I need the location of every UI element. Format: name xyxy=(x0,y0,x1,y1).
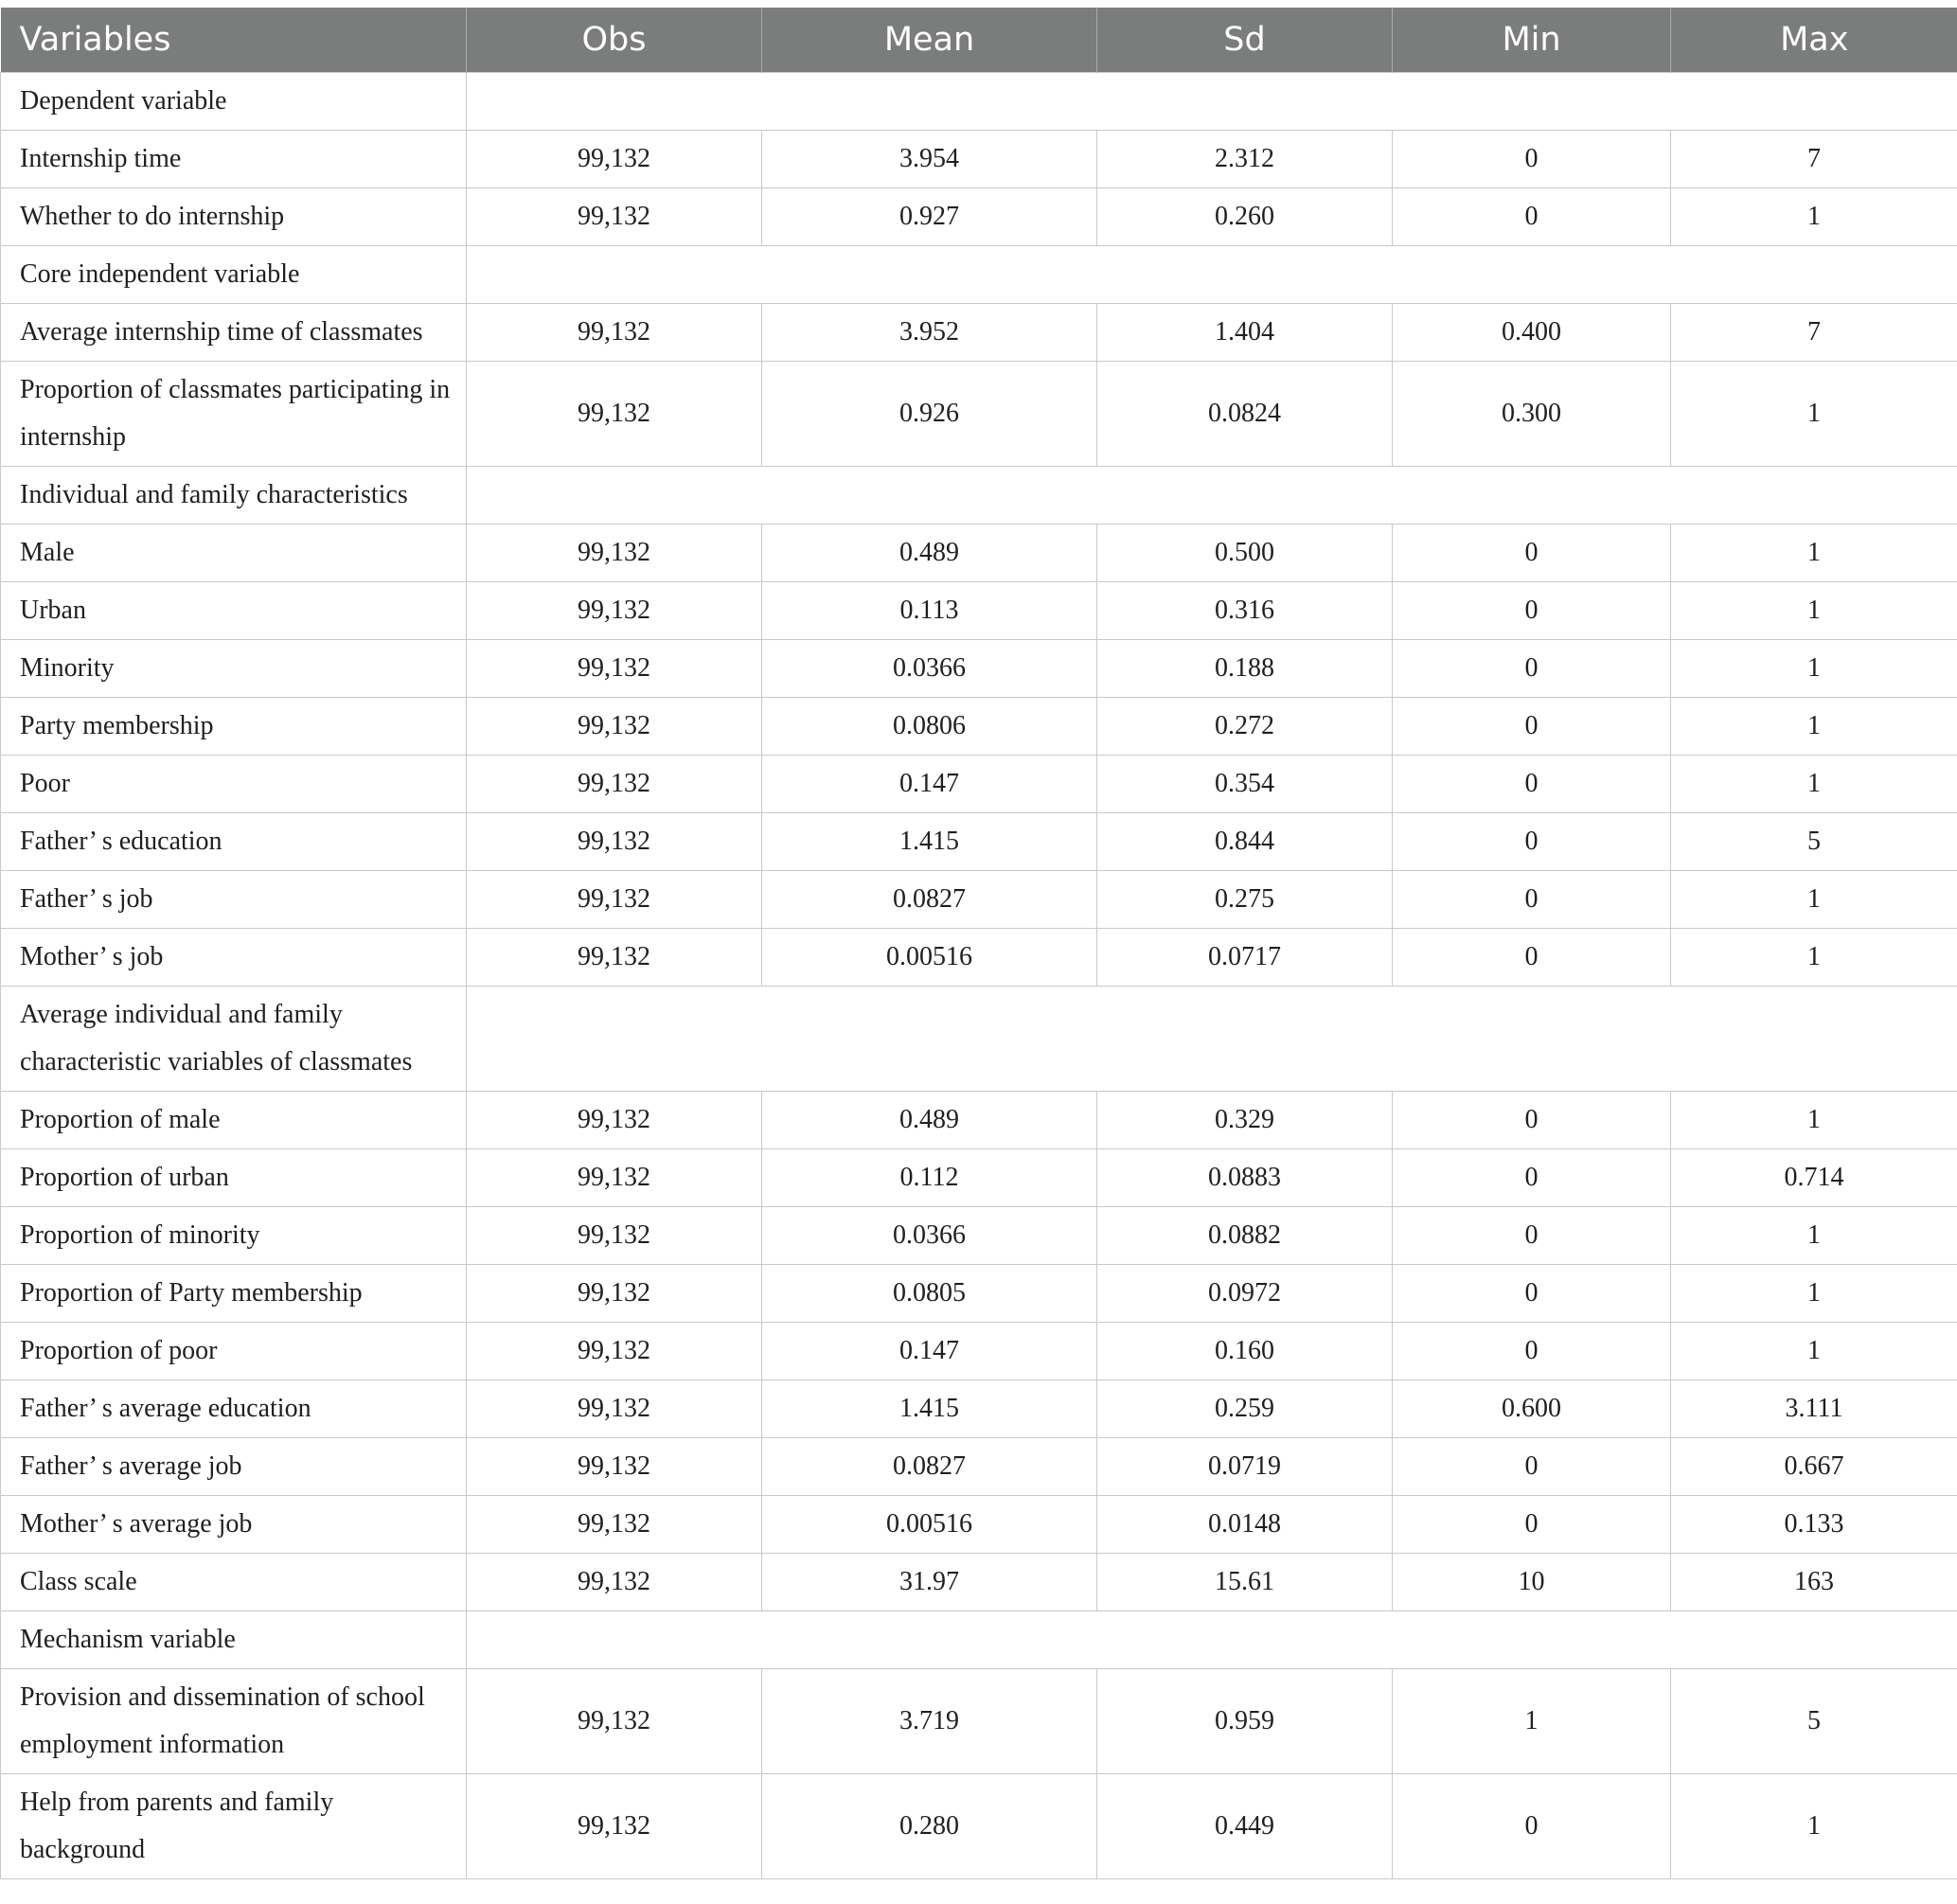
table-row xyxy=(1,1669,1957,1774)
obs-cell: 99,132 xyxy=(467,1554,762,1611)
section-header-row xyxy=(1,1611,1957,1669)
max-cell: 3.111 xyxy=(1671,1380,1957,1438)
max-cell: 5 xyxy=(1671,813,1957,871)
min-cell: 0 xyxy=(1393,188,1671,246)
sd-cell: 0.160 xyxy=(1097,1323,1393,1380)
variable-name: Father’ s job xyxy=(1,871,467,929)
obs-cell: 99,132 xyxy=(467,304,762,362)
sd-cell: 0.275 xyxy=(1097,871,1393,929)
table-row xyxy=(1,304,1957,362)
descriptive-statistics-table xyxy=(0,8,1957,1879)
section-header-row xyxy=(1,467,1957,525)
header-max: Max xyxy=(1671,8,1957,73)
variable-name: Provision and dissemination of school employment information xyxy=(1,1669,467,1774)
header-min: Min xyxy=(1393,8,1671,73)
max-cell: 0.667 xyxy=(1671,1438,1957,1496)
section-label: Mechanism variable xyxy=(1,1611,467,1669)
table-row xyxy=(1,1265,1957,1323)
table-row xyxy=(1,1323,1957,1380)
mean-cell: 31.97 xyxy=(762,1554,1097,1611)
obs-cell: 99,132 xyxy=(467,929,762,987)
max-cell: 1 xyxy=(1671,362,1957,467)
obs-cell: 99,132 xyxy=(467,640,762,698)
min-cell: 0 xyxy=(1393,131,1671,188)
variable-name: Male xyxy=(1,525,467,582)
variable-name: Help from parents and family background xyxy=(1,1774,467,1879)
variable-name: Proportion of male xyxy=(1,1092,467,1149)
sd-cell: 0.0972 xyxy=(1097,1265,1393,1323)
min-cell: 0 xyxy=(1393,1774,1671,1879)
sd-cell: 0.354 xyxy=(1097,756,1393,813)
sd-cell: 0.272 xyxy=(1097,698,1393,756)
variable-name: Proportion of poor xyxy=(1,1323,467,1380)
max-cell: 1 xyxy=(1671,640,1957,698)
statistics-table-container xyxy=(0,8,1957,1879)
variable-name: Proportion of classmates participating in internship xyxy=(1,362,467,467)
sd-cell: 0.0882 xyxy=(1097,1207,1393,1265)
obs-cell: 99,132 xyxy=(467,1149,762,1207)
section-empty-cell xyxy=(467,467,1957,525)
variable-name: Whether to do internship xyxy=(1,188,467,246)
max-cell: 1 xyxy=(1671,1092,1957,1149)
table-row xyxy=(1,362,1957,467)
table-row xyxy=(1,525,1957,582)
min-cell: 0 xyxy=(1393,929,1671,987)
section-empty-cell xyxy=(467,987,1957,1092)
section-label: Individual and family characteristics xyxy=(1,467,467,525)
mean-cell: 0.0366 xyxy=(762,1207,1097,1265)
mean-cell: 0.489 xyxy=(762,525,1097,582)
table-row xyxy=(1,871,1957,929)
mean-cell: 0.00516 xyxy=(762,929,1097,987)
max-cell: 0.714 xyxy=(1671,1149,1957,1207)
mean-cell: 3.952 xyxy=(762,304,1097,362)
max-cell: 1 xyxy=(1671,756,1957,813)
obs-cell: 99,132 xyxy=(467,525,762,582)
max-cell: 163 xyxy=(1671,1554,1957,1611)
section-empty-cell xyxy=(467,246,1957,304)
obs-cell: 99,132 xyxy=(467,1380,762,1438)
max-cell: 1 xyxy=(1671,188,1957,246)
obs-cell: 99,132 xyxy=(467,131,762,188)
table-row xyxy=(1,1092,1957,1149)
variable-name: Mother’ s job xyxy=(1,929,467,987)
section-header-row xyxy=(1,246,1957,304)
sd-cell: 0.500 xyxy=(1097,525,1393,582)
table-row xyxy=(1,698,1957,756)
obs-cell: 99,132 xyxy=(467,582,762,640)
table-row xyxy=(1,1554,1957,1611)
sd-cell: 0.316 xyxy=(1097,582,1393,640)
min-cell: 1 xyxy=(1393,1669,1671,1774)
sd-cell: 2.312 xyxy=(1097,131,1393,188)
obs-cell: 99,132 xyxy=(467,1496,762,1554)
min-cell: 0 xyxy=(1393,1323,1671,1380)
obs-cell: 99,132 xyxy=(467,1265,762,1323)
obs-cell: 99,132 xyxy=(467,362,762,467)
min-cell: 0 xyxy=(1393,1092,1671,1149)
min-cell: 0 xyxy=(1393,1149,1671,1207)
obs-cell: 99,132 xyxy=(467,698,762,756)
obs-cell: 99,132 xyxy=(467,756,762,813)
sd-cell: 0.329 xyxy=(1097,1092,1393,1149)
sd-cell: 0.260 xyxy=(1097,188,1393,246)
min-cell: 10 xyxy=(1393,1554,1671,1611)
variable-name: Poor xyxy=(1,756,467,813)
sd-cell: 0.0717 xyxy=(1097,929,1393,987)
min-cell: 0 xyxy=(1393,698,1671,756)
section-empty-cell xyxy=(467,73,1957,131)
mean-cell: 0.0806 xyxy=(762,698,1097,756)
table-row xyxy=(1,756,1957,813)
min-cell: 0 xyxy=(1393,1438,1671,1496)
mean-cell: 0.113 xyxy=(762,582,1097,640)
mean-cell: 1.415 xyxy=(762,813,1097,871)
section-label: Average individual and family characteristic variables of classmates xyxy=(1,987,467,1092)
min-cell: 0 xyxy=(1393,1496,1671,1554)
section-empty-cell xyxy=(467,1611,1957,1669)
mean-cell: 0.0805 xyxy=(762,1265,1097,1323)
mean-cell: 0.147 xyxy=(762,756,1097,813)
min-cell: 0 xyxy=(1393,756,1671,813)
mean-cell: 3.954 xyxy=(762,131,1097,188)
table-row xyxy=(1,1496,1957,1554)
variable-name: Father’ s average education xyxy=(1,1380,467,1438)
max-cell: 1 xyxy=(1671,871,1957,929)
mean-cell: 0.112 xyxy=(762,1149,1097,1207)
header-mean: Mean xyxy=(762,8,1097,73)
table-row xyxy=(1,1774,1957,1879)
mean-cell: 0.280 xyxy=(762,1774,1097,1879)
table-row xyxy=(1,813,1957,871)
header-obs: Obs xyxy=(467,8,762,73)
sd-cell: 0.0719 xyxy=(1097,1438,1393,1496)
mean-cell: 0.147 xyxy=(762,1323,1097,1380)
sd-cell: 0.0883 xyxy=(1097,1149,1393,1207)
variable-name: Minority xyxy=(1,640,467,698)
table-row xyxy=(1,188,1957,246)
variable-name: Mother’ s average job xyxy=(1,1496,467,1554)
max-cell: 1 xyxy=(1671,1774,1957,1879)
variable-name: Father’ s education xyxy=(1,813,467,871)
min-cell: 0.300 xyxy=(1393,362,1671,467)
section-label: Dependent variable xyxy=(1,73,467,131)
sd-cell: 1.404 xyxy=(1097,304,1393,362)
max-cell: 7 xyxy=(1671,131,1957,188)
table-row xyxy=(1,929,1957,987)
max-cell: 1 xyxy=(1671,929,1957,987)
sd-cell: 0.449 xyxy=(1097,1774,1393,1879)
min-cell: 0 xyxy=(1393,1265,1671,1323)
max-cell: 1 xyxy=(1671,1265,1957,1323)
sd-cell: 0.844 xyxy=(1097,813,1393,871)
obs-cell: 99,132 xyxy=(467,871,762,929)
max-cell: 7 xyxy=(1671,304,1957,362)
section-header-row xyxy=(1,73,1957,131)
max-cell: 5 xyxy=(1671,1669,1957,1774)
obs-cell: 99,132 xyxy=(467,1774,762,1879)
sd-cell: 0.0148 xyxy=(1097,1496,1393,1554)
max-cell: 0.133 xyxy=(1671,1496,1957,1554)
table-body xyxy=(1,73,1957,1879)
mean-cell: 0.0366 xyxy=(762,640,1097,698)
mean-cell: 1.415 xyxy=(762,1380,1097,1438)
sd-cell: 0.188 xyxy=(1097,640,1393,698)
min-cell: 0 xyxy=(1393,640,1671,698)
min-cell: 0.600 xyxy=(1393,1380,1671,1438)
table-row xyxy=(1,1207,1957,1265)
table-row xyxy=(1,582,1957,640)
variable-name: Party membership xyxy=(1,698,467,756)
table-row xyxy=(1,1438,1957,1496)
max-cell: 1 xyxy=(1671,1323,1957,1380)
min-cell: 0 xyxy=(1393,525,1671,582)
obs-cell: 99,132 xyxy=(467,1207,762,1265)
max-cell: 1 xyxy=(1671,582,1957,640)
min-cell: 0 xyxy=(1393,1207,1671,1265)
table-row xyxy=(1,640,1957,698)
mean-cell: 0.489 xyxy=(762,1092,1097,1149)
max-cell: 1 xyxy=(1671,698,1957,756)
mean-cell: 0.926 xyxy=(762,362,1097,467)
obs-cell: 99,132 xyxy=(467,1669,762,1774)
sd-cell: 0.959 xyxy=(1097,1669,1393,1774)
variable-name: Class scale xyxy=(1,1554,467,1611)
variable-name: Proportion of urban xyxy=(1,1149,467,1207)
mean-cell: 0.00516 xyxy=(762,1496,1097,1554)
variable-name: Urban xyxy=(1,582,467,640)
sd-cell: 0.0824 xyxy=(1097,362,1393,467)
max-cell: 1 xyxy=(1671,525,1957,582)
section-header-row xyxy=(1,987,1957,1092)
mean-cell: 0.0827 xyxy=(762,871,1097,929)
variable-name: Father’ s average job xyxy=(1,1438,467,1496)
section-label: Core independent variable xyxy=(1,246,467,304)
table-row xyxy=(1,1380,1957,1438)
obs-cell: 99,132 xyxy=(467,188,762,246)
table-header xyxy=(1,8,1957,73)
min-cell: 0 xyxy=(1393,582,1671,640)
mean-cell: 0.927 xyxy=(762,188,1097,246)
header-variables: Variables xyxy=(1,8,467,73)
header-sd: Sd xyxy=(1097,8,1393,73)
variable-name: Internship time xyxy=(1,131,467,188)
obs-cell: 99,132 xyxy=(467,1323,762,1380)
obs-cell: 99,132 xyxy=(467,1438,762,1496)
variable-name: Proportion of Party membership xyxy=(1,1265,467,1323)
sd-cell: 15.61 xyxy=(1097,1554,1393,1611)
min-cell: 0 xyxy=(1393,871,1671,929)
variable-name: Average internship time of classmates xyxy=(1,304,467,362)
obs-cell: 99,132 xyxy=(467,813,762,871)
table-row xyxy=(1,131,1957,188)
mean-cell: 3.719 xyxy=(762,1669,1097,1774)
obs-cell: 99,132 xyxy=(467,1092,762,1149)
min-cell: 0 xyxy=(1393,813,1671,871)
mean-cell: 0.0827 xyxy=(762,1438,1097,1496)
header-row xyxy=(1,8,1957,73)
min-cell: 0.400 xyxy=(1393,304,1671,362)
variable-name: Proportion of minority xyxy=(1,1207,467,1265)
sd-cell: 0.259 xyxy=(1097,1380,1393,1438)
max-cell: 1 xyxy=(1671,1207,1957,1265)
table-row xyxy=(1,1149,1957,1207)
